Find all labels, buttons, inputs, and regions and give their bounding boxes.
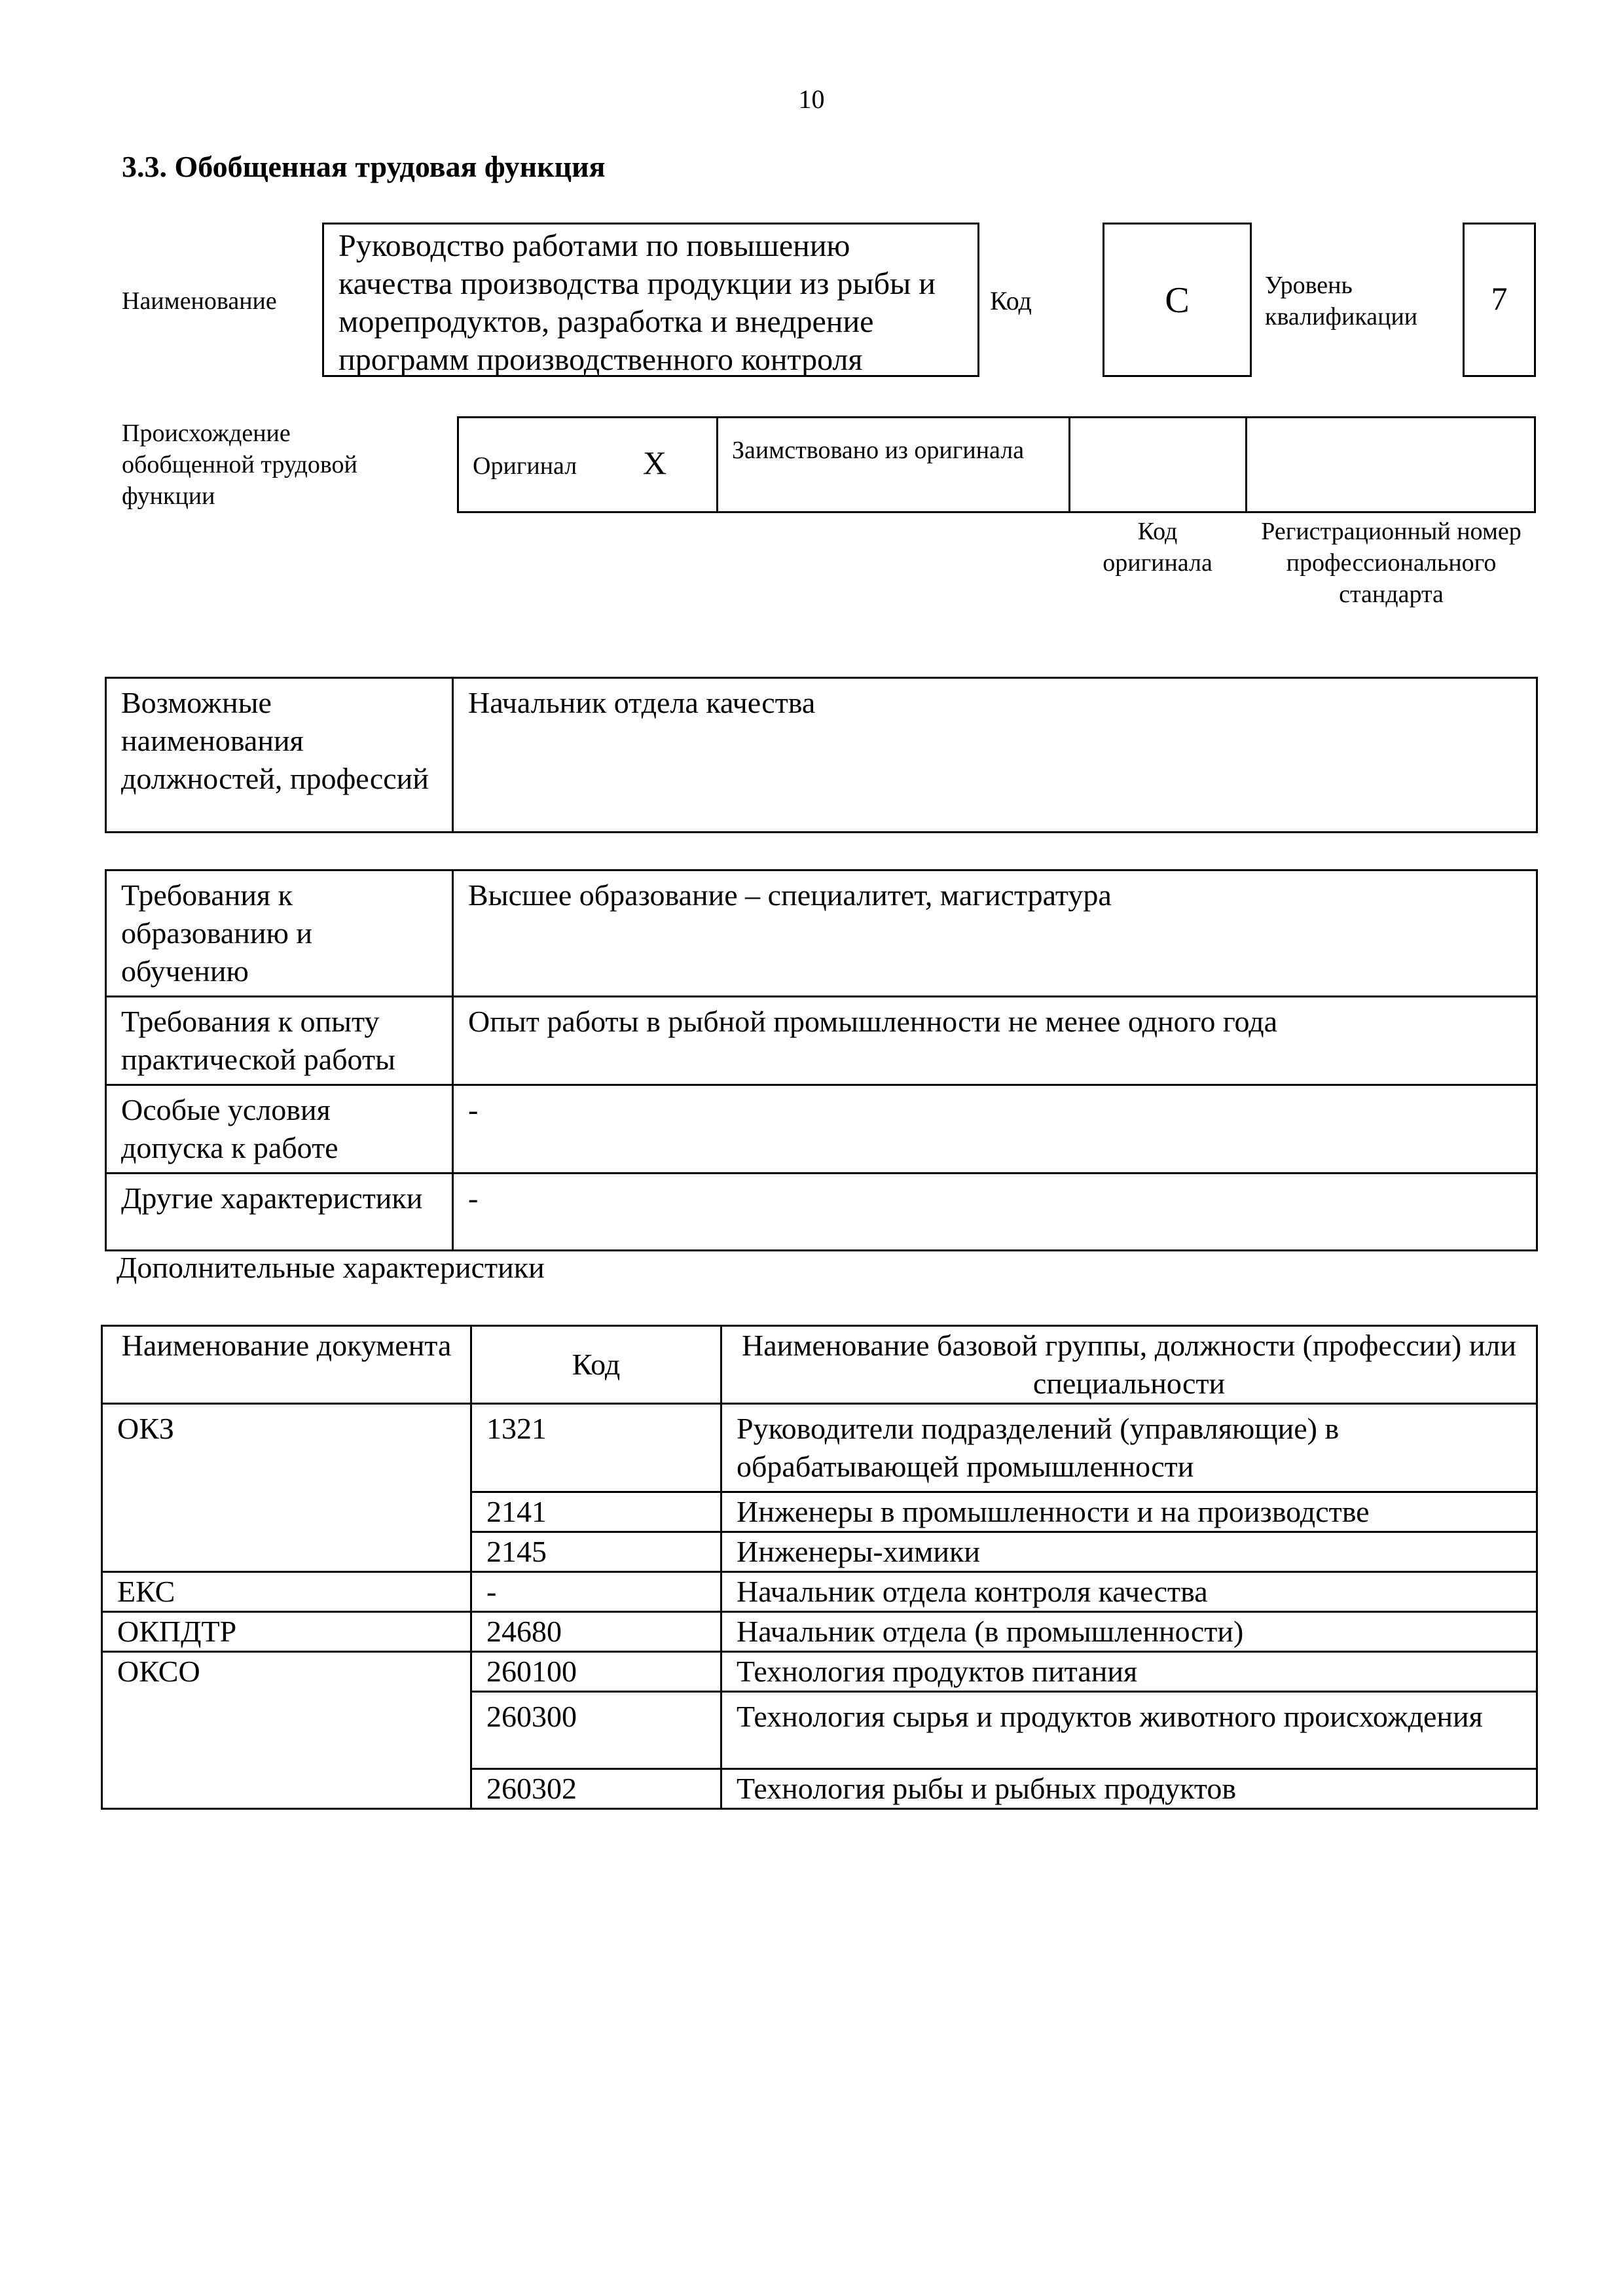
row-name: Инженеры-химики xyxy=(721,1532,1537,1572)
page-number: 10 xyxy=(798,84,825,114)
name-label: Наименование xyxy=(122,287,277,315)
row-code: 1321 xyxy=(471,1404,721,1492)
row-code: 260302 xyxy=(471,1769,721,1809)
row-code: - xyxy=(471,1572,721,1612)
table-row xyxy=(102,1612,1537,1652)
origin-divider-3 xyxy=(1245,416,1247,513)
code-value: C xyxy=(1165,280,1190,321)
row-name: Инженеры в промышленности и на производстве xyxy=(721,1492,1537,1532)
requirement-label: Требования к образованию и обучению xyxy=(106,870,453,997)
table-header-row xyxy=(102,1326,1537,1404)
row-code: 260100 xyxy=(471,1652,721,1692)
row-name: Технология рыбы и рыбных продуктов xyxy=(721,1769,1537,1809)
requirement-value: - xyxy=(453,1085,1537,1174)
row-doc: ОКСО xyxy=(102,1652,471,1692)
name-value: Руководство работами по повышению качества производства продукции из рыбы и морепродуктов, разработка и внедрение программ производственного контроля xyxy=(338,228,936,377)
table-row xyxy=(102,1404,1537,1492)
code-original-caption: Код оригинала xyxy=(1103,518,1213,577)
row-code: 260300 xyxy=(471,1692,721,1769)
header-code: Код xyxy=(471,1326,721,1404)
header-document: Наименование документа xyxy=(102,1326,471,1404)
positions-table xyxy=(105,677,1538,833)
table-row xyxy=(102,1572,1537,1612)
original-label: Оригинал xyxy=(473,452,577,480)
requirement-row xyxy=(106,1085,1537,1174)
row-name: Технология сырья и продуктов животного происхождения xyxy=(721,1692,1537,1769)
row-doc: ОКЗ xyxy=(102,1404,471,1492)
requirement-row xyxy=(106,1174,1537,1251)
row-name: Начальник отдела контроля качества xyxy=(721,1572,1537,1612)
borrowed-label: Заимствовано из оригинала xyxy=(732,437,1025,464)
origin-divider-2 xyxy=(1068,416,1070,513)
row-name: Начальник отдела (в промышленности) xyxy=(721,1612,1537,1652)
table-row xyxy=(102,1652,1537,1692)
row-doc xyxy=(102,1532,471,1572)
requirement-value: Высшее образование – специалитет, магистратура xyxy=(453,870,1537,997)
requirement-label: Требования к опыту практической работы xyxy=(106,997,453,1085)
row-doc xyxy=(102,1492,471,1532)
requirement-value: Опыт работы в рыбной промышленности не менее одного года xyxy=(453,997,1537,1085)
row-code: 24680 xyxy=(471,1612,721,1652)
code-label: Код xyxy=(990,286,1032,315)
table-row xyxy=(102,1492,1537,1532)
name-value-box xyxy=(322,223,979,377)
row-doc: ЕКС xyxy=(102,1572,471,1612)
row-doc xyxy=(102,1692,471,1769)
section-title: 3.3. Обобщенная трудовая функция xyxy=(122,150,606,183)
positions-row xyxy=(106,678,1537,833)
positions-value: Начальник отдела качества xyxy=(453,678,1537,833)
requirement-value: - xyxy=(453,1174,1537,1251)
table-row xyxy=(102,1532,1537,1572)
table-row xyxy=(102,1692,1537,1769)
row-code: 2141 xyxy=(471,1492,721,1532)
row-doc xyxy=(102,1769,471,1809)
additional-table xyxy=(101,1325,1538,1810)
requirement-label: Другие характеристики xyxy=(106,1174,453,1251)
origin-divider-1 xyxy=(716,416,718,513)
level-label: Уровень квалификации xyxy=(1265,272,1418,331)
row-doc: ОКПДТР xyxy=(102,1612,471,1652)
row-code: 2145 xyxy=(471,1532,721,1572)
requirements-table xyxy=(105,869,1538,1251)
requirement-row xyxy=(106,870,1537,997)
additional-title: Дополнительные характеристики xyxy=(117,1251,545,1284)
level-box xyxy=(1463,223,1536,377)
original-mark: X xyxy=(643,444,667,481)
row-name: Технология продуктов питания xyxy=(721,1652,1537,1692)
code-box xyxy=(1103,223,1252,377)
reg-number-caption: Регистрационный номер профессионального стандарта xyxy=(1261,518,1522,608)
origin-label: Происхождение обобщенной трудовой функции xyxy=(122,420,357,510)
row-name: Руководители подразделений (управляющие) в обрабатывающей промышленности xyxy=(721,1404,1537,1492)
requirement-label: Особые условия допуска к работе xyxy=(106,1085,453,1174)
requirement-row xyxy=(106,997,1537,1085)
positions-label: Возможные наименования должностей, профессий xyxy=(106,678,453,833)
level-value: 7 xyxy=(1491,280,1508,317)
table-row xyxy=(102,1769,1537,1809)
header-name: Наименование базовой группы, должности (профессии) или специальности xyxy=(721,1326,1537,1404)
